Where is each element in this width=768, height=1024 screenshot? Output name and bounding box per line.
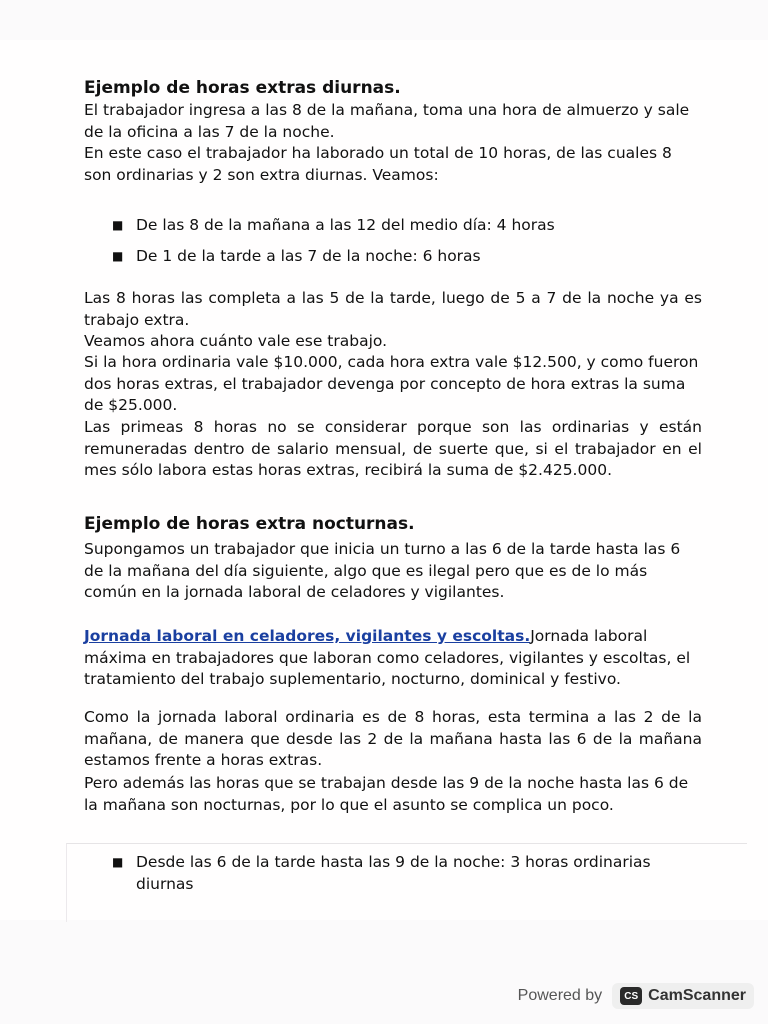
bullet-icon: ■ [112, 855, 124, 869]
paragraph-intro-2: En este caso el trabajador ha laborado un total de 10 horas, de las cuales 8 son ordinarias y 2 son extra diurnas. Veamos: [84, 144, 672, 184]
powered-by-label: Powered by [517, 987, 603, 1004]
list-item-text: De 1 de la tarde a las 7 de la noche: 6 horas [136, 247, 481, 265]
list-item-text: De las 8 de la mañana a las 12 del medio día: 4 horas [136, 216, 555, 234]
paragraph-intro: Supongamos un trabajador que inicia un turno a las 6 de la tarde hasta las 6 de la mañana del día siguiente, algo que es ilegal pero que es de lo más común en la jornada laboral de celadores y vigilantes. [84, 540, 681, 601]
paragraph-link [84, 626, 702, 691]
jornada-laboral-link[interactable]: Jornada laboral en celadores, vigilantes y escoltas. [84, 627, 531, 645]
paragraph-1: Las 8 horas las completa a las 5 de la tarde, luego de 5 a 7 de la noche ya es trabajo extra. [84, 289, 702, 329]
paragraph-2: Pero además las horas que se trabajan desde las 9 de la noche hasta las 6 de la mañana son nocturnas, por lo que el asunto se complica un poco. [84, 774, 689, 814]
paragraph-4: Las primeas 8 horas no se considerar porque son las ordinarias y están remuneradas dentro de salario mensual, de suerte que, si el trabajador en el mes sólo labora estas horas extras, recibirá la suma de $2.425.000. [84, 418, 702, 479]
bullet-icon: ■ [112, 249, 124, 263]
section-heading-nocturnas: Ejemplo de horas extra nocturnas. [84, 514, 415, 534]
camscanner-badge [612, 983, 754, 1009]
paragraph-intro-1: El trabajador ingresa a las 8 de la mañana, toma una hora de almuerzo y sale de la oficina a las 7 de la noche. [84, 101, 690, 141]
link-followup-text: Jornada laboral máxima en trabajadores que laboran como celadores, vigilantes y escoltas, el tratamiento del trabajo suplementario, nocturno, dominical y festivo. [84, 627, 691, 688]
paragraph-2: Veamos ahora cuánto vale ese trabajo. [84, 332, 388, 350]
bullet-icon: ■ [112, 218, 124, 232]
paragraph-1: Como la jornada laboral ordinaria es de 8 horas, esta termina a las 2 de la mañana, de manera que desde las 2 de la mañana hasta las 6 de la mañana estamos frente a horas extras. [84, 708, 702, 769]
paragraph-3: Si la hora ordinaria vale $10.000, cada hora extra vale $12.500, y como fueron dos horas extras, el trabajador devenga por concepto de hora extras la suma de $25.000. [84, 353, 699, 414]
section-heading-diurnas: Ejemplo de horas extras diurnas. [84, 78, 401, 98]
camscanner-brand: CamScanner [648, 987, 746, 1004]
camscanner-logo-icon: CS [620, 987, 642, 1005]
list-item-text: Desde las 6 de la tarde hasta las 9 de la noche: 3 horas ordinarias diurnas [136, 853, 651, 893]
camscanner-watermark [518, 980, 754, 1012]
